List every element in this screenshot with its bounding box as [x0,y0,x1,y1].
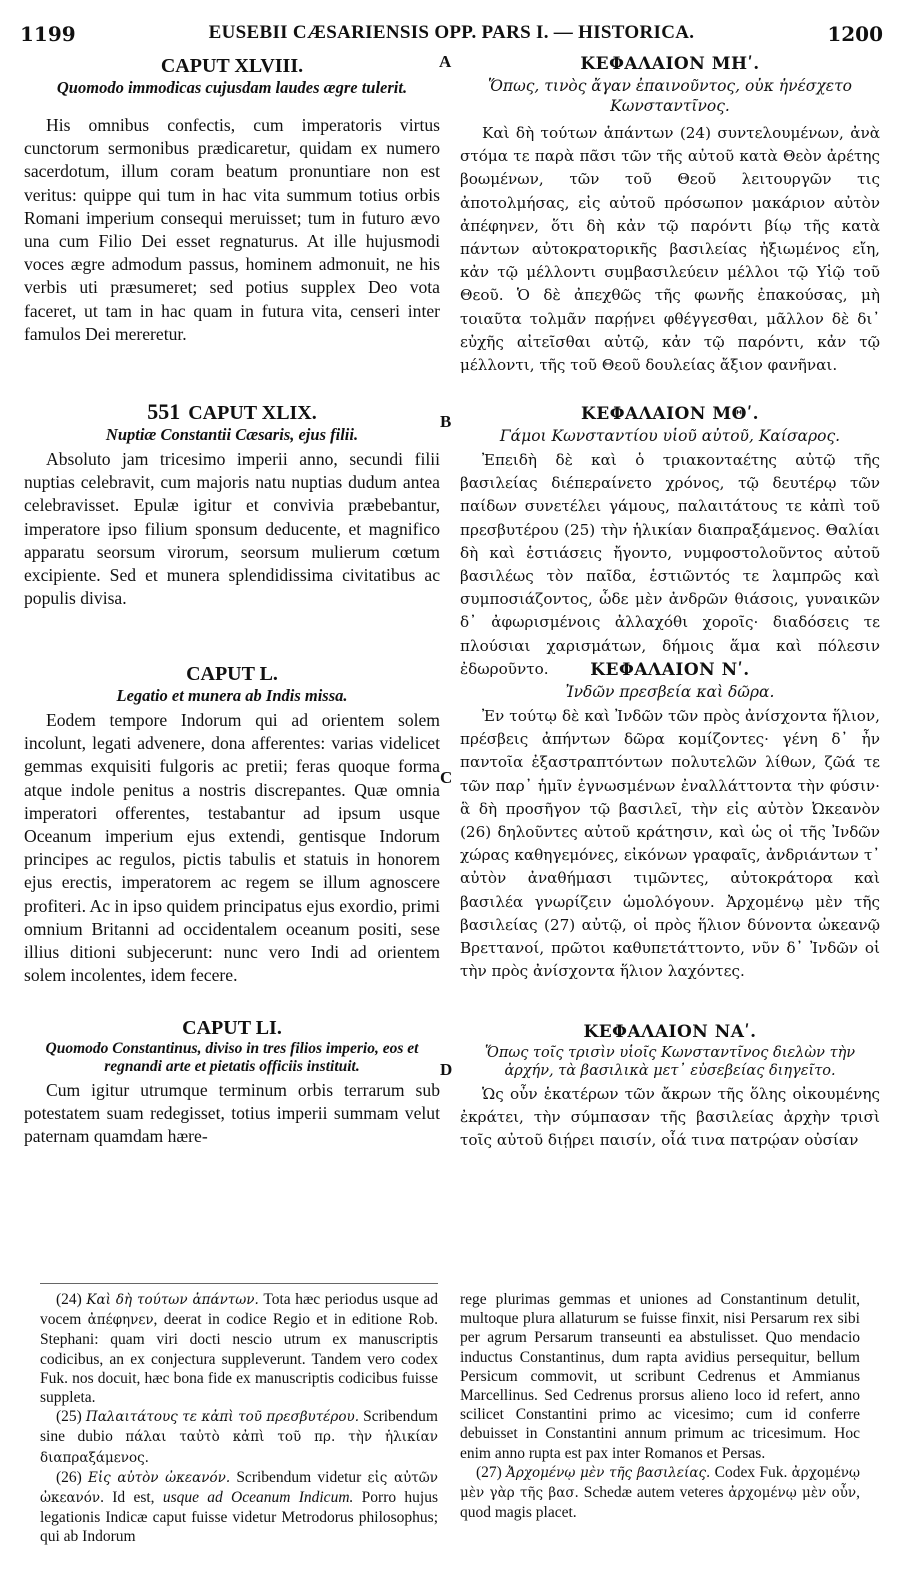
section-marker-c: C [440,768,453,787]
footnote-text: , deerat in codice Regio et in editione Rob. Stephani: quam viri docti nescio utrum ex manuscriptis codicibus, an ex conjectura suppleverunt. Tandem vero codex Fuk. nos docuit, hæc bona fide ex manuscriptis codicibus fuisse suppleta. [40,1311,438,1407]
latin-chapter-51 [24,1016,440,1149]
footnote-text: Tota hæc periodus usque ad vocem [40,1291,439,1329]
chapter-body [460,1083,880,1153]
chapter-body [24,448,440,610]
latin-chapter-48 [24,54,440,346]
chapter-title: CAPUT LI. [182,1017,282,1039]
chapter-title: ΚΕΦΑΛΑΙΟΝ ΝΑʹ. [583,1022,757,1042]
section-marker-d: D [440,1060,453,1079]
paragraph: Absoluto jam tricesimo imperii anno, secundi filii nuptias celebravit, cum majoris natu nuptias dudum antea celebravisset. Epulæ igitur et convivia præbebantur, imperatore ipso filium sponsum deducente, et magnifico apparatu seorsum virorum, seorsum mulierum cœtum excipiente. Sed et munera splendidissima civitatibus ac populis divisa. [24,449,440,609]
footnote-lemma: Καὶ δὴ τούτων ἁπάντων. [86,1292,259,1308]
chapter-body [24,1079,440,1149]
paragraph: Ἐν τούτῳ δὲ καὶ Ἰνδῶν τῶν πρὸς ἀνίσχοντα ἥλιον, πρέσβεις ἀπήντων δῶρα κομίζοντες· γένη δ᾽ ἦν παντοῖα ἐξαστραπτόντων πολυτελῶν λίθων, ζῶά τε τῶν παρ᾽ ἡμῖν ἐγνωσμένων ἐναλλάττοντα τὴν φύσιν· ἃ δὴ προσῆγον τῷ βασιλεῖ, τὴν εἰς αὐτὸν Ὠκεανὸν (26) δηλοῦντες αὐτοῦ κράτησιν, καὶ ὡς οἱ τῆς Ἰνδῶν χώρας καθηγεμόνες, εἰκόνων γραφαῖς, ἀνδριάντων τ᾽ αὐτὸν ἀναθήμασι τιμῶντες, αὐτοκράτορα καὶ βασιλέα γνωρίζειν ὡμολόγουν. Ἀρχομένῳ μὲν τῆς βασιλείας (27) αὐτῷ, οἱ πρὸς ἥλιον δύνοντα ὠκεανῷ Βρεττανοί, πρῶτοι καθυπετάττοντο, νῦν δ᾽ Ἰνδῶν οἱ τὴν πρὸς ἀνίσχοντα ἥλιον λαχόντες. [460,707,880,981]
chapter-subtitle: Ὅπως, τινὸς ἄγαν ἐπαινοῦντος, οὐκ ἠνέσχετο Κωνσταντῖνος. [487,77,853,115]
section-marker-b: B [440,412,452,431]
paragraph: His omnibus confectis, cum imperatoris virtus cunctorum sermonibus prædicaretur, quidam ex numero sacerdotum, illum coram beatum pronuntiare non est veritus: quippe qui tum in hac vita summum totius orbis Romani imperium consequi meruisset; tum in futuro ævo una cum Filio Dei esset regnaturus. At ille hujusmodi voces ægre admodum passus, hominem admonuit, ne his verbis uti præsumeret; sed potius supplex Deo vota faceret, ut tam in hac quam in futura vita, censeri inter famulos Dei mereretur. [24,115,440,344]
chapter-body [24,709,440,987]
chapter-subtitle: Quomodo immodicas cujusdam laudes ægre tulerit. [56,78,408,97]
paragraph: Eodem tempore Indorum qui ad orientem solem incolunt, legati advenere, dona afferentes: varias videlicet gemmas exquisiti fulgoris ac pretii; feras quoque forma atque indole penitus a nostris discrepantes. Quæ omnia imperatori offerentes, testabantur ad ipsum usque Oceanum imperium ejus extendi, gentisque Indorum principes ac regulos, pictis tabulis et statuis in honorem ejus erectis, imperatorem ac regem se illum agnoscere profiteri. Ac in ipso quidem principatus ejus exordio, primi omnium Britanni ad occidentalem oceanum positi, sese illius ditioni subjecerunt: nunc vero Indi ad orientem solem incolentes, idem fecere. [24,710,440,986]
footnote-lemma: Εἰς αὐτὸν ὠκεανόν. [88,1469,231,1486]
chapter-title: CAPUT XLVIII. [160,55,304,77]
page-number-left: 1199 [20,22,76,46]
greek-chapter-50 [460,658,880,983]
footnotes-left [40,1290,438,1547]
chapter-body [460,122,880,377]
chapter-heading [24,400,440,425]
footnote-greek: ἀρχομένῳ μὲν οὖν [728,1485,857,1502]
running-title: EUSEBII CÆSARIENSIS OPP. PARS I. — HISTORICA. [208,22,695,43]
chapter-title: ΚΕΦΑΛΑΙΟΝ ΜΘʹ. [580,404,759,424]
chapter-body [460,705,880,983]
chapter-subtitle: Nuptiæ Constantii Cæsaris, ejus filii. [105,425,359,444]
footnote-text: Codex Fuk. [710,1463,792,1481]
greek-chapter-51 [460,1020,880,1153]
footnote-text: , quod magis placet. [460,1484,860,1522]
chapter-title: CAPUT XLIX. [188,402,317,424]
footnote-27 [460,1463,860,1523]
latin-chapter-49 [24,400,440,610]
footnote-25 [40,1407,438,1468]
footnote-greek: ἀρχομένῳ μὲν γὰρ τῆς βασ. [460,1464,860,1502]
section-marker-a: A [439,52,452,71]
chapter-subtitle: Ὅπως τοῖς τρισὶν υἱοῖς Κωνσταντῖνος διελὼν τὴν ἀρχήν, τὰ βασιλικὰ μετ᾽ εὐσεβείας διηγεῖτο. [484,1045,856,1079]
footnote-text: Scribendum videtur [230,1468,368,1486]
footnote-rule [40,1283,438,1284]
footnote-number: (27) [476,1463,507,1481]
footnote-24 [40,1290,438,1407]
paragraph: Καὶ δὴ τούτων ἁπάντων (24) συντελουμένων, ἀνὰ στόμα τε παρὰ πᾶσι τῶν τῆς αὐτοῦ κατὰ Θεὸν ἀρέτης βοωμένων, τῶν τοῦ Θεοῦ λειτουργῶν τις ἀποτολμήσας, εἰς αὐτοῦ πρόσωπον μακάριον αὐτὸν ἀπέφηνεν, ὅτι δὴ κἀν τῷ παρόντι βίῳ τῆς κατὰ πάντων αὐτοκρατορικῆς βασιλείας ἠξιωμένος εἴη, κἀν τῷ μέλλοντι συμβασιλεύειν μέλλοι τῷ Υἱῷ τοῦ Θεοῦ. Ὁ δὲ ἀπεχθῶς τῆς φωνῆς ἐπακούσας, μὴ τοιαῦτα τολμᾶν παρῄνει φθέγγεσθαι, μᾶλλον δὲ δι᾽ εὐχῆς αἰτεῖσθαι αὐτῷ, κἀν τῷ παρόντι, κἀν τῷ μέλλοντι, τῆς τοῦ Θεοῦ δουλείας ἄξιον φανῆναι. [460,124,880,375]
footnote-greek: ἀπέφηνεν [87,1312,154,1329]
footnote-text: Scribendum sine dubio [40,1408,438,1446]
chapter-subtitle: Γάμοι Κωνσταντίου υἱοῦ αὐτοῦ, Καίσαρος. [499,427,841,445]
footnote-26-continued: rege plurimas gemmas et uniones ad Constantinum detulit, multoque plura allaturum se fuisse finxit, nisi Persarum rex sibi per agrum Persarum transeunti ea abstulisset. Quo mendacio inductus Constantinus, dum rapta avidius persequitur, bellum Persicum commovit, ut scribunt Cedrenus et Ammianus Marcellinus. Sed Cedrenus prorsus alieno loco id refert, anno scilicet Constantini primo ac vicesimo; cum id conferre debuisset in Constantini annum primum ac tricesimum. Hoc enim anno rupta est pax inter Romanos et Persas. [460,1291,860,1462]
footnote-number: (25) [56,1408,86,1426]
footnote-italic: usque ad Oceanum Indicum. [162,1489,354,1507]
footnotes-right [460,1290,860,1522]
paragraph: Ἐπειδὴ δὲ καὶ ὁ τριακονταέτης αὐτῷ τῆς βασιλείας διέπεραίνετο χρόνος, τῷ δευτέρῳ τῶν παίδων συνετέλει γάμους, παλαιτάτους τε κἀπὶ τοῦ πρεσβυτέρου (25) τὴν ἡλικίαν διαπραξάμενος. Θαλίαι δὴ καὶ ἑστιάσεις ἤγοντο, νυμφοστολοῦντος αὐτοῦ βασιλέως τὸν παῖδα, ἑστιῶντός τε λαμπρῶς καὶ συμποσιάζοντος, ὧδε μὲν ἀνδρῶν θιάσοις, γυναικῶν δ᾽ ἀφωρισμένοις ἀλλαχόθι χοροῖς· διαδόσεις τε πλούσιαι χαρισμάτων, δήμοις ἅμα καὶ πόλεσιν ἐδωροῦντο. [460,451,880,678]
page-number-right: 1200 [827,22,883,46]
footnote-greek: πάλαι ταὐτὸ κἀπὶ τοῦ πρ. τὴν ἡλικίαν διαπραξάμενος. [40,1429,438,1466]
chapter-subtitle: Quomodo Constantinus, diviso in tres filios imperio, eos et regnandi arte et pietatis officiis instituit. [45,1040,419,1075]
footnote-greek: εἰς αὐτῶν ὠκεανόν [40,1469,438,1507]
footnote-26 [40,1468,438,1547]
chapter-title: CAPUT L. [186,663,278,685]
chapter-subtitle: Ἰνδῶν πρεσβεία καὶ δῶρα. [565,683,775,701]
footnote-lemma: Παλαιτάτους τε κἀπὶ τοῦ πρεσβυτέρου. [85,1409,359,1426]
footnote-number: (24) [56,1291,87,1308]
greek-chapter-49 [460,402,880,681]
greek-chapter-48 [460,52,880,377]
chapter-body [24,114,440,346]
chapter-body [460,449,880,681]
chapter-title: ΚΕΦΑΛΑΙΟΝ Νʹ. [590,660,750,680]
footnote-lemma: Ἀρχομένῳ μὲν τῆς βασιλείας. [506,1464,711,1481]
latin-chapter-50 [24,662,440,987]
footnote-text: . Id est, [100,1489,163,1507]
paragraph: Cum igitur utrumque terminum orbis terrarum sub potestatem suam redegisset, totius imperii summam velut paternam quamdam hære- [24,1080,440,1147]
chapter-title: ΚΕΦΑΛΑΙΟΝ ΜΗʹ. [580,54,760,74]
running-header [0,22,903,46]
paragraph: Ὡς οὖν ἑκατέρων τῶν ἄκρων τῆς ὅλης οἰκουμένης ἐκράτει, τὴν σύμπασαν τῆς βασιλείας ἀρχὴν τρισὶ τοῖς αὐτοῦ διῄρει παισίν, οἷά τινα πατρῴαν οὐσίαν [460,1085,880,1150]
margin-page-number: 551 [147,399,181,424]
chapter-subtitle: Legatio et munera ab Indis missa. [116,686,348,705]
footnote-number: (26) [56,1468,89,1486]
footnote-text: Schedæ autem veteres [578,1484,729,1502]
footnote-text: Porro hujus legationis Indicæ caput fuisse videtur Metrodorus philosophus; qui ab Indorum [40,1489,438,1546]
